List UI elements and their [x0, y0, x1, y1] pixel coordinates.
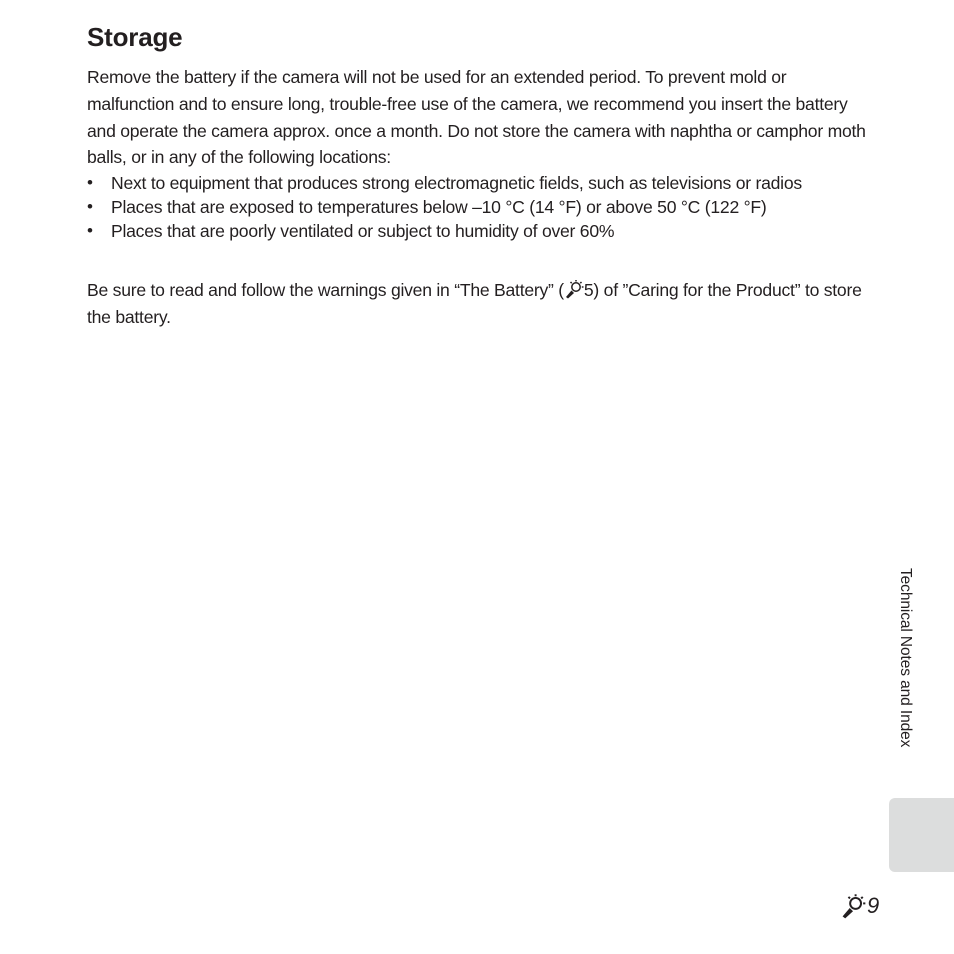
battery-note-paragraph	[87, 277, 877, 331]
technical-notes-icon	[564, 279, 584, 299]
section-tab	[889, 798, 954, 872]
page-number-value: 9	[867, 893, 880, 918]
technical-notes-icon	[840, 893, 866, 919]
section-tab-label: Technical Notes and Index	[897, 568, 914, 748]
list-item: • Next to equipment that produces strong electromagnetic fields, such as televisions or radios	[87, 171, 867, 195]
battery-note-text-start: Be sure to read and follow the warnings given in “The Battery” (	[87, 280, 564, 300]
list-item: • Places that are poorly ventilated or subject to humidity of over 60%	[87, 219, 867, 243]
page-title: Storage	[87, 22, 183, 52]
page-number	[840, 892, 879, 920]
intro-paragraph: Remove the battery if the camera will not be used for an extended period. To prevent mold or malfunction and to ensure long, trouble-free use of the camera, we recommend you insert the battery and operate the camera approx. once a month. Do not store the camera with naphtha or camphor moth balls, or in any of the following locations:	[87, 67, 866, 168]
battery-note-text-end: 5) of ”Caring for the Product” to store the battery.	[87, 280, 862, 327]
storage-locations-list	[87, 171, 867, 243]
list-item: • Places that are exposed to temperatures below –10 °C (14 °F) or above 50 °C (122 °F)	[87, 195, 867, 219]
